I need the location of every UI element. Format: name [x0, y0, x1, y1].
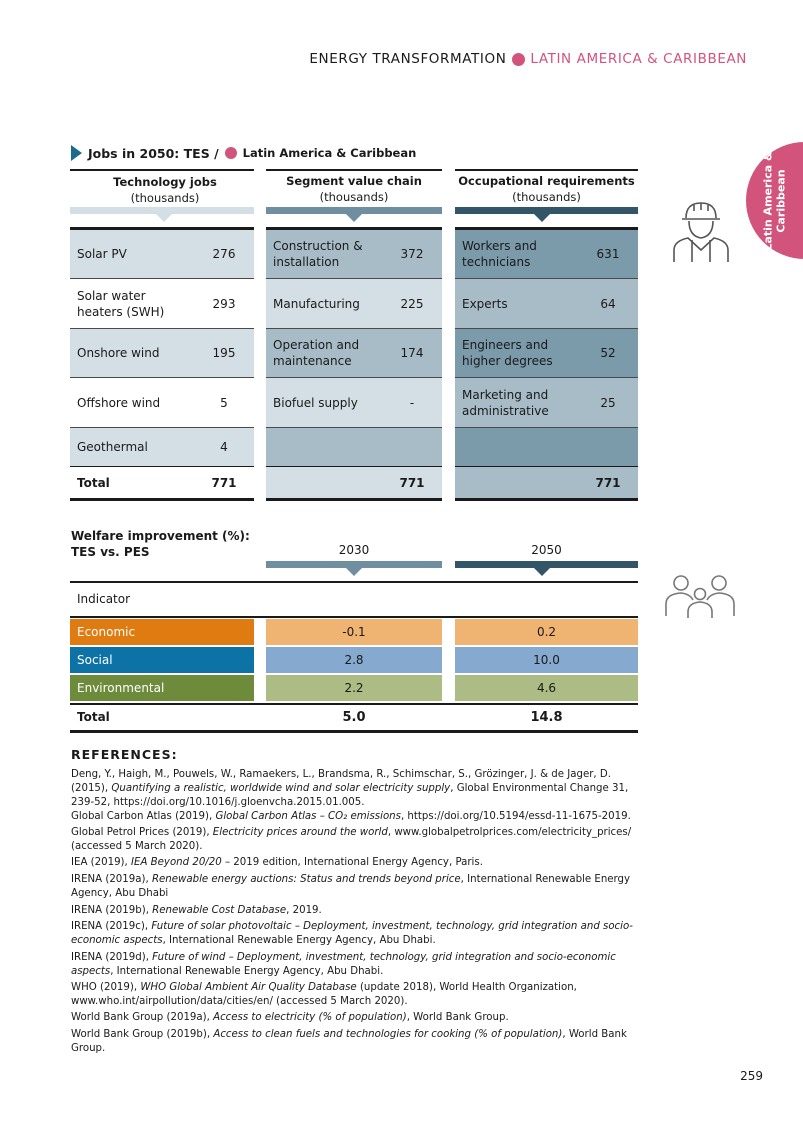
- row-label: Construction & installation: [273, 239, 363, 269]
- running-header: [309, 51, 747, 67]
- reference-text: Deng, Y., Haigh, M., Pouwels, W., Ramaekers, L., Brandsma, R., Schimschar, S., Grözinger, J. & de Jager, D. (2015),: [71, 769, 611, 794]
- reference-text: , www.globalpetrolprices.com/electricity_prices/ (accessed 5 March 2020).: [71, 827, 632, 852]
- welfare-value: 0.2: [455, 619, 638, 645]
- reference-title: Future of solar photovoltaic – Deployment, investment, technology, grid integration and socio-economic aspects: [71, 921, 633, 946]
- reference-text: , Global Environmental Change 31, 239-52, https://doi.org/10.1016/j.gloenvcha.2015.01.005.: [71, 783, 629, 808]
- reference-text: , https://doi.org/10.5194/essd-11-1675-2019.: [400, 811, 631, 822]
- total-label: Total: [77, 710, 110, 724]
- table-row: [70, 329, 254, 377]
- table-row-empty: [455, 428, 638, 466]
- jobs-region: Latin America & Caribbean: [242, 146, 417, 160]
- reference-item: [71, 981, 651, 1009]
- row-value: 631: [596, 247, 620, 261]
- row-label: Operation and maintenance: [273, 338, 360, 368]
- row-label: Geothermal: [77, 440, 148, 454]
- welfare-total-2050: 14.8: [530, 709, 563, 725]
- table-row-empty: [266, 428, 442, 466]
- reference-item: [71, 951, 651, 979]
- rule: [266, 498, 442, 501]
- row-label: Manufacturing: [273, 296, 360, 311]
- table-row: [455, 279, 638, 328]
- rule: [455, 169, 638, 171]
- col-title: Occupational requirements: [458, 174, 635, 188]
- side-tab-line2: Caribbean: [775, 168, 788, 233]
- welfare-value: 10.0: [455, 647, 638, 673]
- rule: [70, 498, 254, 501]
- row-value: 293: [212, 296, 236, 311]
- welfare-value: -0.1: [266, 619, 442, 645]
- notch-icon: [345, 567, 363, 576]
- reference-title: Global Carbon Atlas – CO₂ emissions: [215, 811, 401, 822]
- col-title: Segment value chain: [286, 174, 422, 188]
- reference-text: IRENA (2019c),: [71, 921, 152, 932]
- notch-icon: [533, 213, 551, 222]
- rule: [70, 616, 638, 618]
- header-section: ENERGY TRANSFORMATION: [309, 51, 507, 67]
- notch-icon: [533, 567, 551, 576]
- table-row: [266, 329, 442, 377]
- reference-text: World Bank Group (2019a),: [71, 1012, 214, 1023]
- row-value: 174: [400, 346, 424, 360]
- reference-text: , International Renewable Energy Agency, Abu Dhabi.: [110, 966, 384, 977]
- notch-icon: [345, 213, 363, 222]
- table-row: [455, 329, 638, 377]
- reference-item: [71, 873, 651, 901]
- rule: [70, 730, 638, 733]
- region-side-tab-label: [752, 142, 798, 259]
- reference-item: [71, 904, 651, 918]
- welfare-row-social: [70, 647, 254, 673]
- row-value: 276: [212, 247, 236, 261]
- year-2050: 2050: [531, 543, 562, 557]
- reference-item: [71, 826, 651, 854]
- reference-text: WHO (2019),: [71, 982, 141, 993]
- reference-item: [71, 1028, 651, 1056]
- references-title: REFERENCES:: [71, 747, 178, 762]
- reference-item: [71, 768, 651, 810]
- play-triangle-icon: [71, 145, 82, 161]
- reference-text: , World Bank Group.: [71, 1029, 627, 1054]
- notch-icon: [155, 213, 173, 222]
- welfare-row-economic: [70, 619, 254, 645]
- reference-title: Access to clean fuels and technologies for cooking (% of population): [213, 1029, 563, 1040]
- total-label: Total: [77, 476, 110, 490]
- reference-title: Access to electricity (% of population): [213, 1012, 407, 1023]
- welfare-value: 2.8: [266, 647, 442, 673]
- side-tab-line1: Latin America &: [762, 150, 775, 251]
- total-value: 771: [399, 476, 425, 490]
- reference-text: , World Bank Group.: [406, 1012, 509, 1023]
- col-subtitle: (thousands): [512, 190, 581, 204]
- reference-item: [71, 810, 651, 824]
- welfare-total-row: [70, 705, 254, 729]
- reference-text: Global Petrol Prices (2019),: [71, 827, 213, 838]
- rule: [455, 498, 638, 501]
- region-dot-icon: [225, 147, 237, 159]
- table-row: [266, 378, 442, 427]
- row-value: 225: [400, 296, 424, 311]
- table-row: [70, 230, 254, 278]
- table-row: [70, 428, 254, 466]
- welfare-total-2030: 5.0: [342, 709, 366, 725]
- row-label: Experts: [462, 296, 508, 311]
- row-value: 52: [600, 346, 616, 360]
- reference-title: WHO Global Ambient Air Quality Database: [140, 982, 357, 993]
- col-header-technology: [70, 174, 260, 206]
- col-header-segment: [266, 173, 442, 205]
- people-icon: [662, 572, 738, 620]
- reference-text: Global Carbon Atlas (2019),: [71, 811, 216, 822]
- year-2030: 2030: [338, 543, 370, 557]
- row-label: Social: [77, 653, 113, 667]
- worker-icon: [670, 198, 732, 264]
- table-row: [455, 378, 638, 427]
- row-value: 4: [220, 440, 228, 454]
- row-label: Solar PV: [77, 247, 127, 261]
- jobs-section-title: [71, 145, 416, 161]
- reference-title: Renewable Cost Database: [152, 905, 287, 916]
- reference-title: Quantifying a realistic, worldwide wind and solar electricity supply: [111, 783, 451, 794]
- table-row: [455, 230, 638, 278]
- col-header-occupation: [455, 173, 638, 205]
- reference-title: Future of wind – Deployment, investment, technology, grid integration and socio-economic aspects: [71, 952, 616, 977]
- header-dot-icon: [512, 53, 525, 66]
- welfare-title: [71, 528, 250, 560]
- reference-title: Electricity prices around the world: [212, 827, 388, 838]
- welfare-value: 4.6: [455, 675, 638, 701]
- col-subtitle: (thousands): [130, 191, 200, 205]
- jobs-title: Jobs in 2050: TES /: [88, 145, 219, 161]
- rule: [70, 169, 254, 171]
- col-subtitle: (thousands): [319, 190, 389, 204]
- col-title: Technology jobs: [113, 175, 217, 189]
- table-row: [266, 279, 442, 328]
- page-number: 259: [740, 1069, 763, 1083]
- reference-item: [71, 920, 651, 948]
- reference-item: [71, 856, 651, 870]
- table-row: [266, 230, 442, 278]
- row-value: 195: [212, 346, 236, 360]
- reference-item: [71, 1011, 651, 1025]
- total-row: [455, 467, 638, 499]
- row-value: 372: [400, 247, 424, 261]
- table-row: [70, 279, 254, 328]
- welfare-value: 2.2: [266, 675, 442, 701]
- row-label: Offshore wind: [77, 395, 161, 410]
- row-label: Engineers and higher degrees: [462, 338, 553, 368]
- reference-title: IEA Beyond 20/20: [131, 857, 222, 868]
- reference-text: , 2019.: [286, 905, 322, 916]
- welfare-title-line2: TES vs. PES: [71, 545, 150, 559]
- reference-text: IRENA (2019b),: [71, 905, 153, 916]
- row-value: -: [409, 395, 415, 410]
- total-row: [266, 467, 442, 499]
- row-value: 64: [600, 296, 616, 311]
- row-label: Economic: [77, 625, 136, 639]
- header-region: LATIN AMERICA & CARIBBEAN: [530, 51, 747, 67]
- row-label: Biofuel supply: [273, 395, 358, 410]
- total-row: [70, 467, 254, 499]
- reference-title: Renewable energy auctions: Status and trends beyond price: [151, 874, 461, 885]
- total-value: 771: [211, 476, 237, 490]
- rule: [70, 581, 638, 583]
- row-value: 25: [600, 395, 616, 410]
- reference-text: (update 2018), World Health Organization, www.who.int/airpollution/data/cities/en/ (accessed 5 March 2020).: [71, 982, 577, 1007]
- indicator-label: Indicator: [77, 592, 131, 606]
- row-value: 5: [220, 395, 228, 410]
- reference-text: IRENA (2019d),: [71, 952, 153, 963]
- rule: [266, 169, 442, 171]
- row-label: Solar water heaters (SWH): [77, 288, 165, 319]
- reference-text: , International Renewable Energy Agency, Abu Dhabi.: [162, 935, 436, 946]
- reference-text: World Bank Group (2019b),: [71, 1029, 214, 1040]
- welfare-title-line1: Welfare improvement (%):: [71, 529, 250, 543]
- reference-text: – 2019 edition, International Energy Agency, Paris.: [221, 857, 483, 868]
- reference-text: IRENA (2019a),: [71, 874, 152, 885]
- row-label: Marketing and administrative: [462, 387, 549, 418]
- welfare-row-environmental: [70, 675, 254, 701]
- row-label: Environmental: [77, 681, 165, 695]
- row-label: Workers and technicians: [462, 239, 537, 269]
- row-label: Onshore wind: [77, 346, 160, 360]
- table-row: [70, 378, 254, 427]
- reference-text: IEA (2019),: [71, 857, 132, 868]
- reference-text: , International Renewable Energy Agency, Abu Dhabi: [71, 874, 631, 899]
- total-value: 771: [595, 476, 621, 490]
